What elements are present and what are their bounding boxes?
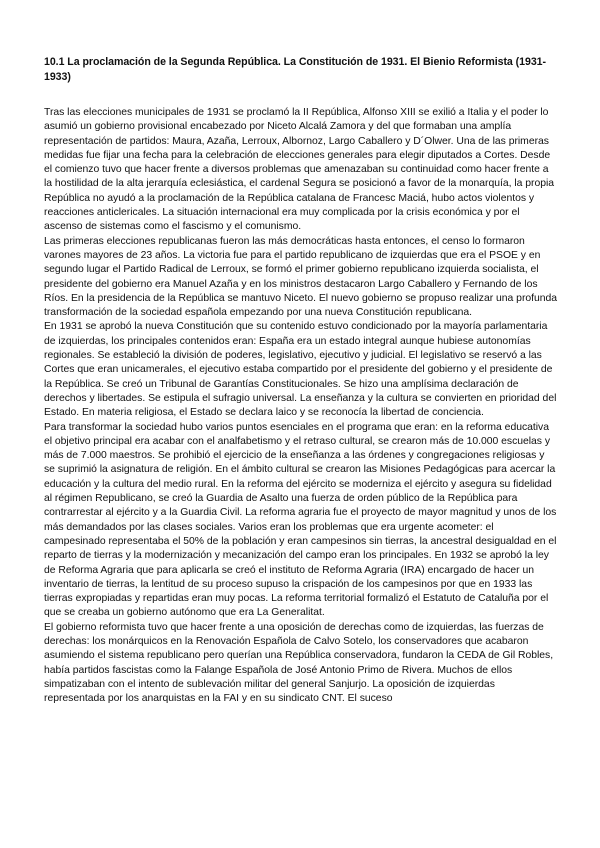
paragraph-elections: Las primeras elecciones republicanas fueron las más democráticas hasta entonces, el censo lo formaron varones mayores de 23 años. La victoria fue para el partido republicano de izquierdas que era el PSOE y en segundo lugar el Partido Radical de Lerroux, se formó el primer gobierno republicano izquierda socialista, el presidente del gobierno era Manuel Azaña y en los ministros destacaron Largo Caballero y Fernando de los Ríos. En la presidencia de la República se mantuvo Niceto. El nuevo gobierno se propuso realizar una profunda transformación de la sociedad española empezando por una nueva Constitución republicana. [44,235,558,319]
paragraph-constitution: En 1931 se aprobó la nueva Constitución que su contenido estuvo condicionado por la mayoría parlamentaria de izquierdas, los principales contenidos eran: España era un estado integral aunque hubiese autonomías regionales. Se estableció la división de poderes, legislativo, ejecutivo y judicial. El legislativo se reservó a las Cortes que eran unicamerales, el ejecutivo estaba compartido por el presidente del gobierno y el presidente de la República. Se creó un Tribunal de Garantías Constitucionales. Se hizo una amplísima declaración de derechos y libertades. Se estipula el sufragio universal. La enseñanza y la cultura se convierten en prioridad del Estado. En materia religiosa, el Estado se declara laico y se reconocía la libertad de conciencia. [44,321,557,419]
paragraph-reforms: Para transformar la sociedad hubo varios puntos esenciales en el programa que eran: en la reforma educativa el objetivo principal era acabar con el analfabetismo y el retraso cultural, se crearon más de 10.000 escuelas y más de 7.000 maestros. Se prohibió el ejercicio de la enseñanza a las órdenes y congregaciones religiosas y se suprimió la asignatura de religión. En el ámbito cultural se crearon las Misiones Pedagógicas para acercar la educación y la cultura del medio rural. En la reforma del ejército se moderniza el ejército y asegura su fidelidad al régimen Republicano, se creó la Guardia de Asalto una fuerza de orden público de la República para contrarrestar al ejército y a la Guardia Civil. La reforma agraria fue el proyecto de mayor magnitud y unos de los más demandados por las clases sociales. Varios eran los problemas que era urgente acometer: el campesinado representaba el 50% de la población y eran campesinos sin tierras, la ancestral desigualdad en el reparto de tierras y la modernización y mecanización del campo eran los principales. En 1932 se aprobó la ley de Reforma Agraria que para aplicarla se creó el instituto de Reforma Agraria (IRA) encargado de hacer un inventario de tierras, la lentitud de su proceso supuso la crispación de los campesinos por que en 1933 las tierras expropiadas y repartidas eran muy pocas. La reforma territorial formalizó el Estatuto de Cataluña por el que se creaba un gobierno autónomo que era La Generalitat. [44,421,557,619]
page-title: 10.1 La proclamación de la Segunda República. La Constitución de 1931. El Bienio Reformista (1931-1933) [44,56,546,83]
document-page [44,55,558,706]
paragraph-proclamation: Tras las elecciones municipales de 1931 se proclamó la II República, Alfonso XIII se exilió a Italia y el poder lo asumió un gobierno provisional encabezado por Niceto Alcalá Zamora y del que formaban una amplía representación de partidos: Maura, Azaña, Lerroux, Albornoz, Largo Caballero y D´Olwer. Una de las primeras medidas fue fijar una fecha para la celebración de elecciones generales para elegir diputados a Cortes. Desde el comienzo tuvo que hacer frente a diversos problemas que amenazaban su continuidad como hacer frente a la hostilidad de la alta jerarquía eclesiástica, el cardenal Segura se posicionó a favor de la monarquía, la propia República no ayudó a la proclamación de la República catalana de Francesc Maciá, hubo actos violentos y reacciones anticlericales. La situación internacional era muy complicada por la crisis económica y por el ascenso de sistemas como el fascismo y el comunismo. [44,107,555,233]
paragraph-opposition: El gobierno reformista tuvo que hacer frente a una oposición de derechas como de izquierdas, las fuerzas de derechas: los monárquicos en la Renovación Española de Calvo Sotelo, los conservadores que acabaron asumiendo el sistema republicano pero querían una República conservadora, fundaron la CEDA de Gil Robles, había partidos fascistas como la Falange Española de José Antonio Primo de Rivera. Muchos de ellos simpatizaban con el intento de sublevación militar del general Sanjurjo. La oposición de izquierdas representada por los anarquistas en la FAI y en su sindicato CNT. El suceso [44,621,554,705]
